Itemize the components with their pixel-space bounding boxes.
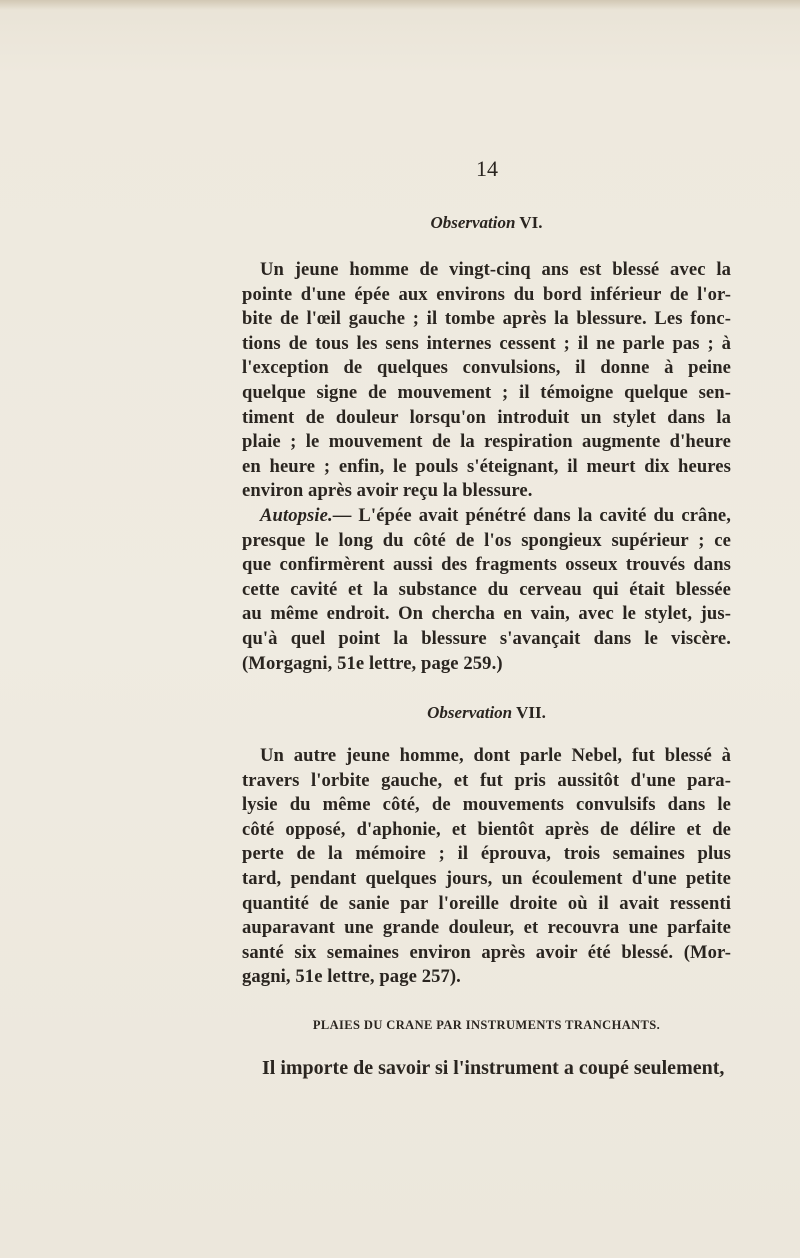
autopsy-first-line [242,504,731,529]
observation-6-numeral: VI. [519,213,543,232]
text-line: lysie du même côté, de mouvements convulsifs dans le [242,794,731,816]
text-line: l'exception de quelques convulsions, il donne à peine [242,357,731,379]
text-line: quelque signe de mouvement ; il témoigne quelque sen- [242,381,731,403]
text-line: travers l'orbite gauche, et fut pris aussitôt d'une para- [242,769,731,791]
text-line: au même endroit. On chercha en vain, avec le stylet, jus- [242,603,731,625]
observation-7-body [242,744,731,990]
text-line: pointe d'une épée aux environs du bord inférieur de l'or- [242,283,731,305]
text-line: environ après avoir reçu la blessure. [242,480,533,502]
observation-6-label: Observation [430,213,516,232]
autopsy-first-text: — L'épée avait pénétré dans la cavité du crâne, [332,504,731,526]
text-line: tions de tous les sens internes cessent ; il ne parle pas ; à [242,332,731,354]
text-line: qu'à quel point la blessure s'avançait dans le viscère. [242,627,731,649]
text-line: plaie ; le mouvement de la respiration augmente d'heure [242,431,731,453]
text-line: côté opposé, d'aphonie, et bientôt après de délire et de [242,818,731,840]
text-line: (Morgagni, 51e lettre, page 259.) [242,652,503,674]
text-line: quantité de sanie par l'oreille droite où il avait ressenti [242,892,731,914]
final-text-line: Il importe de savoir si l'instrument a coupé seulement, [262,1057,725,1079]
text-line: santé six semaines environ après avoir été blessé. (Mor- [242,941,731,963]
text-line: auparavant une grande douleur, et recouvra une parfaite [242,917,731,939]
observation-7-heading [242,703,731,723]
text-line: que confirmèrent aussi des fragments osseux trouvés dans [242,554,731,576]
text-line: bite de l'œil gauche ; il tombe après la blessure. Les fonc- [242,308,731,330]
text-line: timent de douleur lorsqu'on introduit un stylet dans la [242,406,731,428]
text-line: Un autre jeune homme, dont parle Nebel, fut blessé à [260,745,731,766]
observation-6-body [242,258,731,676]
text-line: cette cavité et la substance du cerveau qui était blessée [242,578,731,600]
page-edge-shadow [0,0,800,10]
text-line: Un jeune homme de vingt-cinq ans est blessé avec la [260,259,731,280]
observation-6-heading [242,213,731,233]
text-line: gagni, 51e lettre, page 257). [242,966,461,988]
text-line: en heure ; enfin, le pouls s'éteignant, il meurt dix heures [242,455,731,477]
page-number: 14 [476,156,498,181]
observation-7-label: Observation [427,703,513,722]
text-line: perte de la mémoire ; il éprouva, trois semaines plus [242,843,731,865]
section-title: PLAIES DU CRANE PAR INSTRUMENTS TRANCHANTS. [312,1018,661,1032]
text-line: presque le long du côté de l'os spongieux supérieur ; ce [242,529,731,551]
observation-7-numeral: VII. [516,703,546,722]
text-line: tard, pendant quelques jours, un écoulement d'une petite [242,867,731,889]
autopsy-label: Autopsie. [260,504,333,526]
